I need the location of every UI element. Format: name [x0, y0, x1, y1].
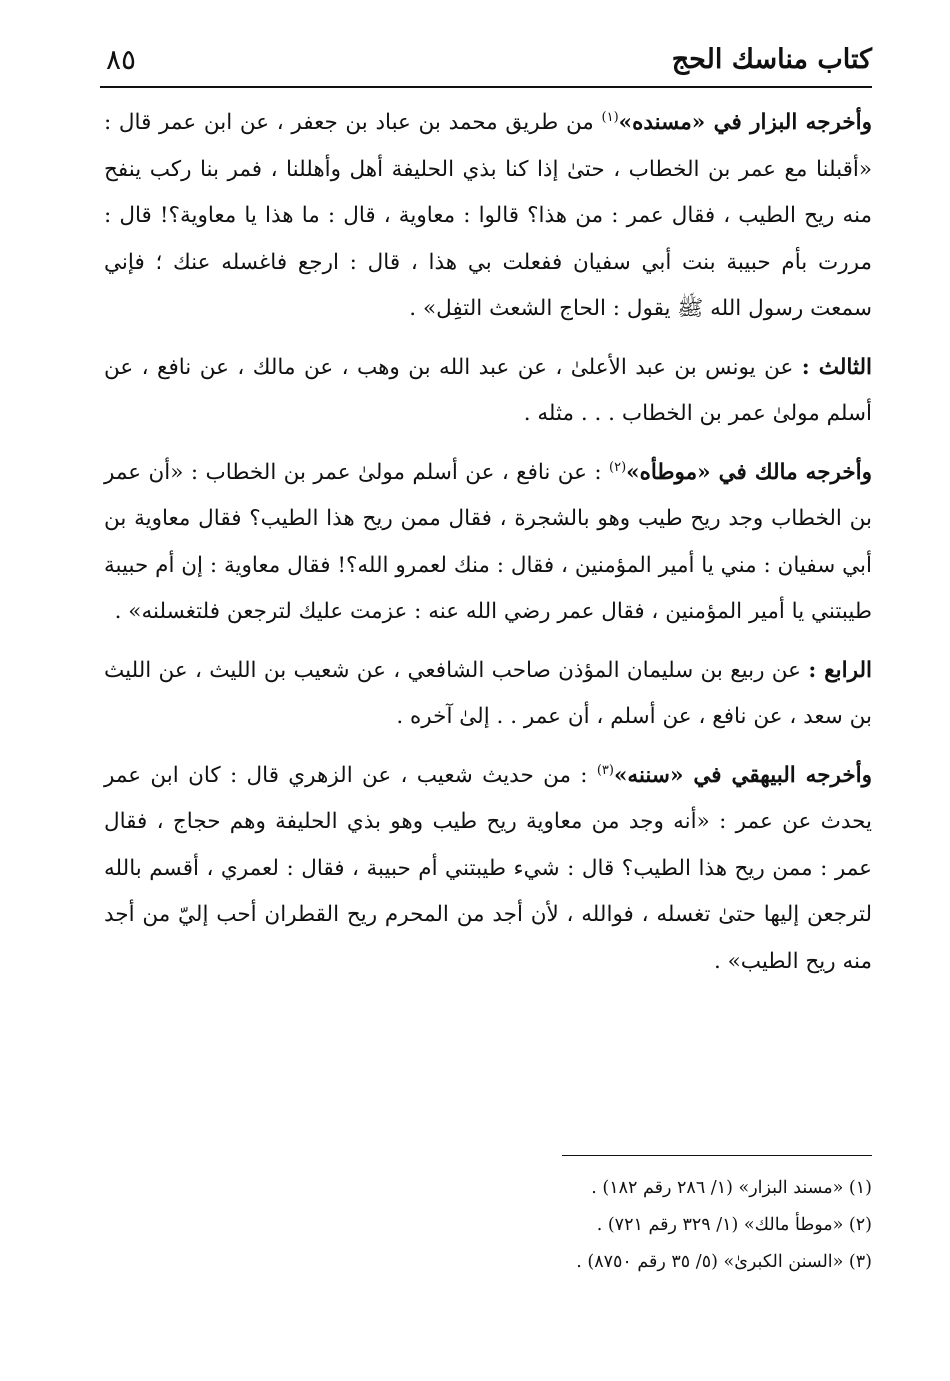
- footnotes: [300, 1170, 872, 1281]
- footnote-ref: (٢): [609, 459, 627, 475]
- footnote-rule: [562, 1155, 872, 1156]
- footnote-ref: (١): [601, 109, 619, 125]
- page-header: [100, 40, 872, 82]
- paragraph-lead: الرابع :: [808, 657, 872, 683]
- paragraph-bazzar: [104, 100, 872, 333]
- paragraph-text: من طريق محمد بن عباد بن جعفر ، عن ابن عمر قال : «أقبلنا مع عمر بن الخطاب ، حتىٰ إذا كنا بذي الحليفة أهل وأهللنا ، فمر بنا ركب ينفح منه ريح الطيب ، فقال عمر : من هذا؟ قالوا : معاوية ، قال : ما هذا يا معاوية؟! قال : مررت بأم حبيبة بنت أبي سفيان ففعلت بي هذا ، قال : ارجع فاغسله عنك ؛ فإني سمعت رسول الله ﷺ يقول : الحاج الشعث التفِل» .: [104, 110, 872, 321]
- paragraph-bayhaqi: [104, 753, 872, 986]
- book-title: كتاب مناسك الحج: [671, 44, 872, 75]
- page-number: ٨٥: [106, 43, 137, 76]
- paragraph-lead: وأخرجه البزار في «مسنده»: [618, 110, 872, 135]
- footnote-2: (٢) «موطأ مالك» (١/ ٣٢٩ رقم ٧٢١) .: [596, 1215, 872, 1235]
- footnote-3: (٣) «السنن الكبرىٰ» (٥/ ٣٥ رقم ٨٧٥٠) .: [576, 1252, 872, 1272]
- paragraph-lead: وأخرجه مالك في «موطأه»: [626, 459, 872, 485]
- footnote-ref: (٣): [596, 762, 614, 778]
- paragraph-text: : من حديث شعيب ، عن الزهري قال : كان ابن عمر يحدث عن عمر : «أنه وجد من معاوية ريح طيب وهو بذي الحليفة وهم حجاج ، فقال عمر : ممن ريح هذا الطيب؟ قال : شيء طيبتني أم حبيبة ، فقال : لعمري ، أقسم بالله لترجعن إليها حتىٰ تغسله ، فوالله ، لأن أجد من المحرم ريح القطران أحب إليّ من أجد منه ريح الطيب» .: [104, 762, 872, 974]
- paragraph-fourth: [104, 648, 872, 741]
- paragraph-text: : عن نافع ، عن أسلم مولىٰ عمر بن الخطاب : «أن عمر بن الخطاب وجد ريح طيب وهو بالشجرة ، فقال ممن ريح هذا الطيب؟ فقال معاوية بن أبي سفيان : مني يا أمير المؤمنين ، فقال : منك لعمرو الله؟! فقال معاوية : إن أم حبيبة طيبتني يا أمير المؤمنين ، فقال عمر رضي الله عنه : عزمت عليك لترجعن فلتغسلنه» .: [104, 459, 872, 624]
- footnote-1: (١) «مسند البزار» (١/ ٢٨٦ رقم ١٨٢) .: [591, 1178, 872, 1198]
- paragraph-text: عن ربيع بن سليمان المؤذن صاحب الشافعي ، عن شعيب بن الليث ، عن الليث بن سعد ، عن نافع ، عن أسلم ، أن عمر . . إلىٰ آخره .: [104, 657, 872, 729]
- paragraph-lead: وأخرجه البيهقي في «سننه»: [613, 762, 873, 788]
- paragraph-text: عن يونس بن عبد الأعلىٰ ، عن عبد الله بن وهب ، عن مالك ، عن نافع ، عن أسلم مولىٰ عمر بن الخطاب . . . مثله .: [104, 354, 872, 426]
- paragraph-third: [104, 345, 872, 438]
- header-rule: [100, 86, 872, 88]
- paragraph-lead: الثالث :: [801, 354, 872, 380]
- main-text: [104, 100, 872, 985]
- paragraph-malik: [104, 450, 872, 636]
